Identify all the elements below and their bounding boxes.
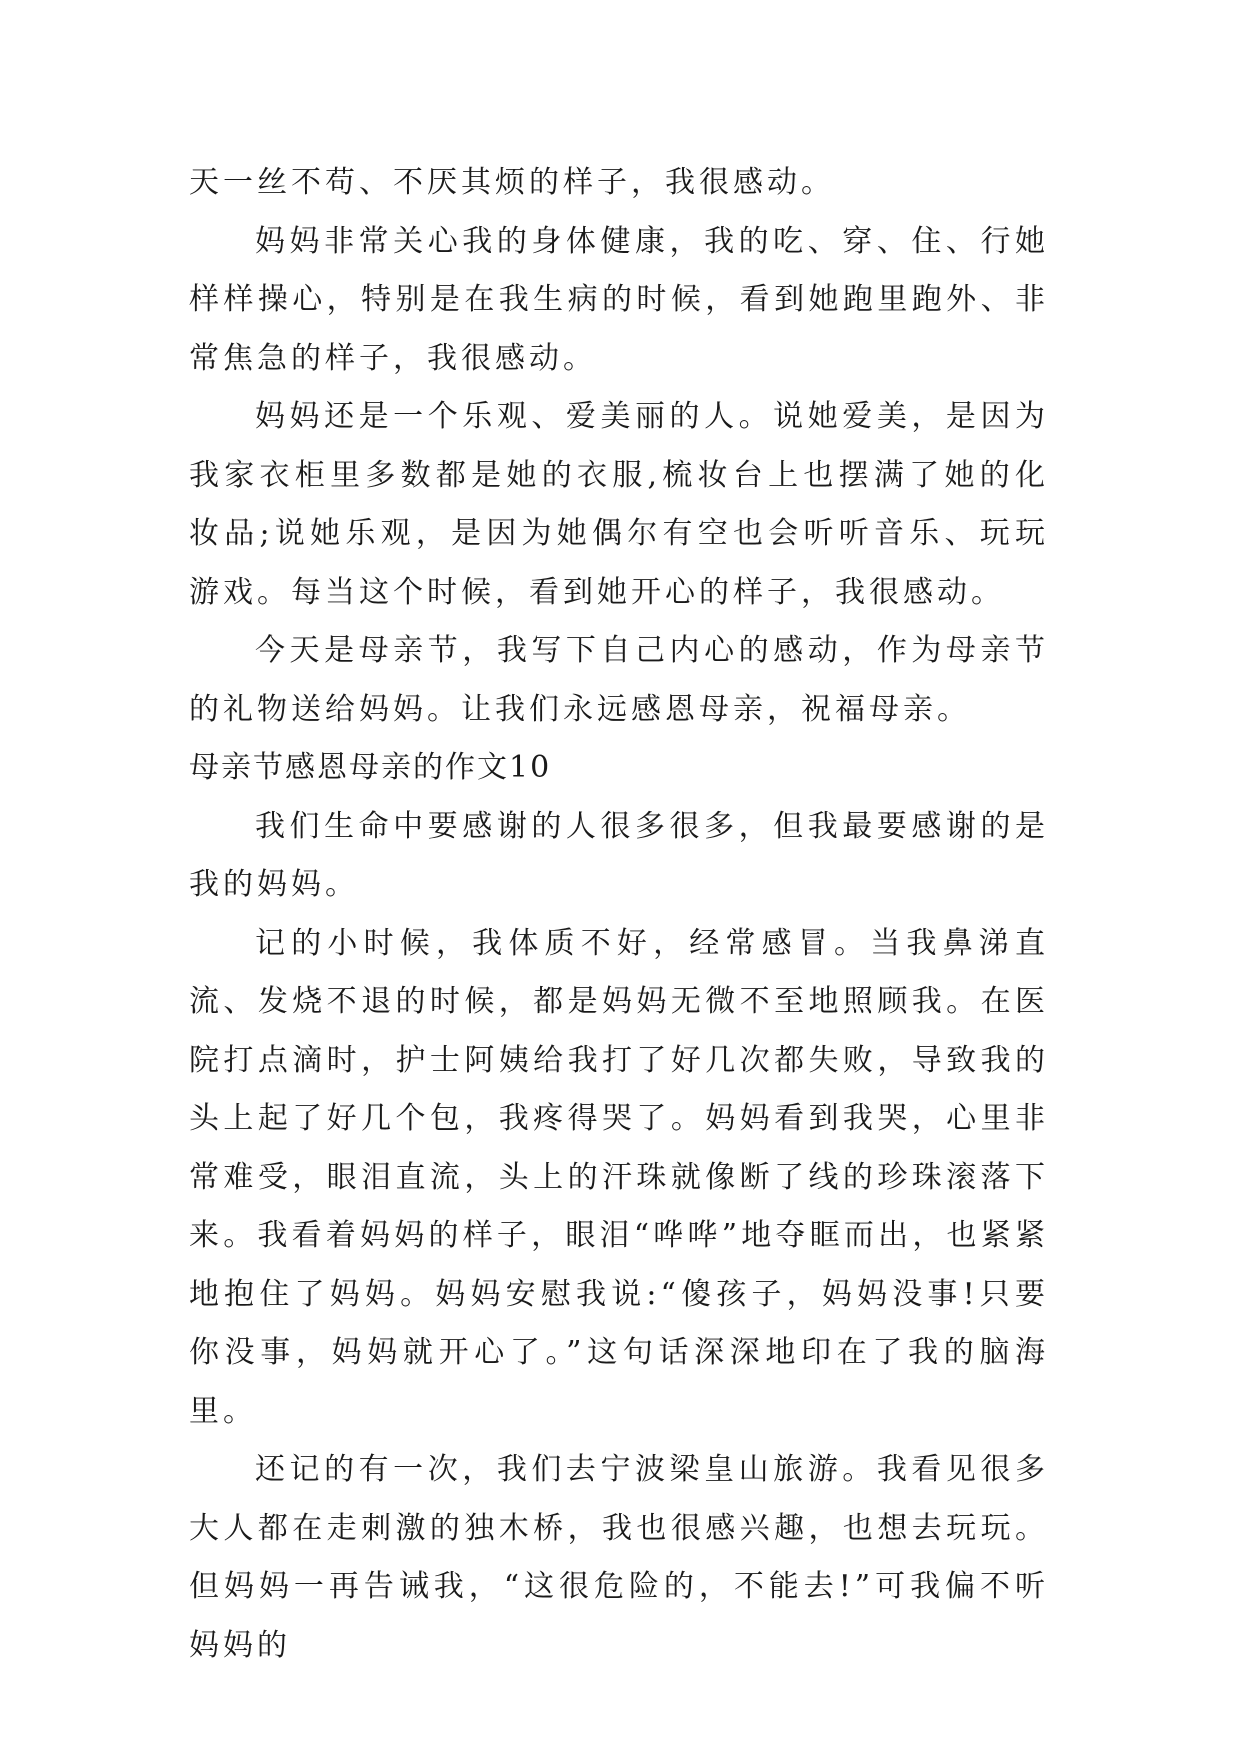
paragraph-4: 今天是母亲节，我写下自己内心的感动，作为母亲节的礼物送给妈妈。让我们永远感恩母亲，祝福母亲。 [189,633,1049,727]
section-paragraph-2: 记的小时候，我体质不好，经常感冒。当我鼻涕直流、发烧不退的时候，都是妈妈无微不至地照顾我。在医院打点滴时，护士阿姨给我打了好几次都失败，导致我的头上起了好几个包，我疼得哭了。妈妈看到我哭，心里非常难受，眼泪直流，头上的汗珠就像断了线的珍珠滚落下来。我看着妈妈的样子，眼泪“哗哗”地夺眶而出，也紧紧地抱住了妈妈。妈妈安慰我说:“傻孩子，妈妈没事!只要你没事，妈妈就开心了。”这句话深深地印在了我的脑海里。 [189,925,1049,1429]
paragraph-3: 妈妈还是一个乐观、爱美丽的人。说她爱美，是因为我家衣柜里多数都是她的衣服,梳妆台上也摆满了她的化妆品;说她乐观，是因为她偶尔有空也会听听音乐、玩玩游戏。每当这个时候，看到她开心的样子，我很感动。 [189,399,1049,610]
section-paragraph-3: 还记的有一次，我们去宁波梁皇山旅游。我看见很多大人都在走刺激的独木桥，我也很感兴趣，也想去玩玩。但妈妈一再告诫我，“这很危险的，不能去!”可我偏不听妈妈的 [189,1452,1049,1663]
section-heading: 母亲节感恩母亲的作文10 [189,750,552,785]
section-paragraph-1: 我们生命中要感谢的人很多很多，但我最要感谢的是我的妈妈。 [189,808,1049,902]
paragraph-2: 妈妈非常关心我的身体健康，我的吃、穿、住、行她样样操心，特别是在我生病的时候，看到她跑里跑外、非常焦急的样子，我很感动。 [189,223,1049,376]
document-body [189,154,1049,1675]
paragraph-1: 天一丝不苟、不厌其烦的样子，我很感动。 [189,165,835,200]
